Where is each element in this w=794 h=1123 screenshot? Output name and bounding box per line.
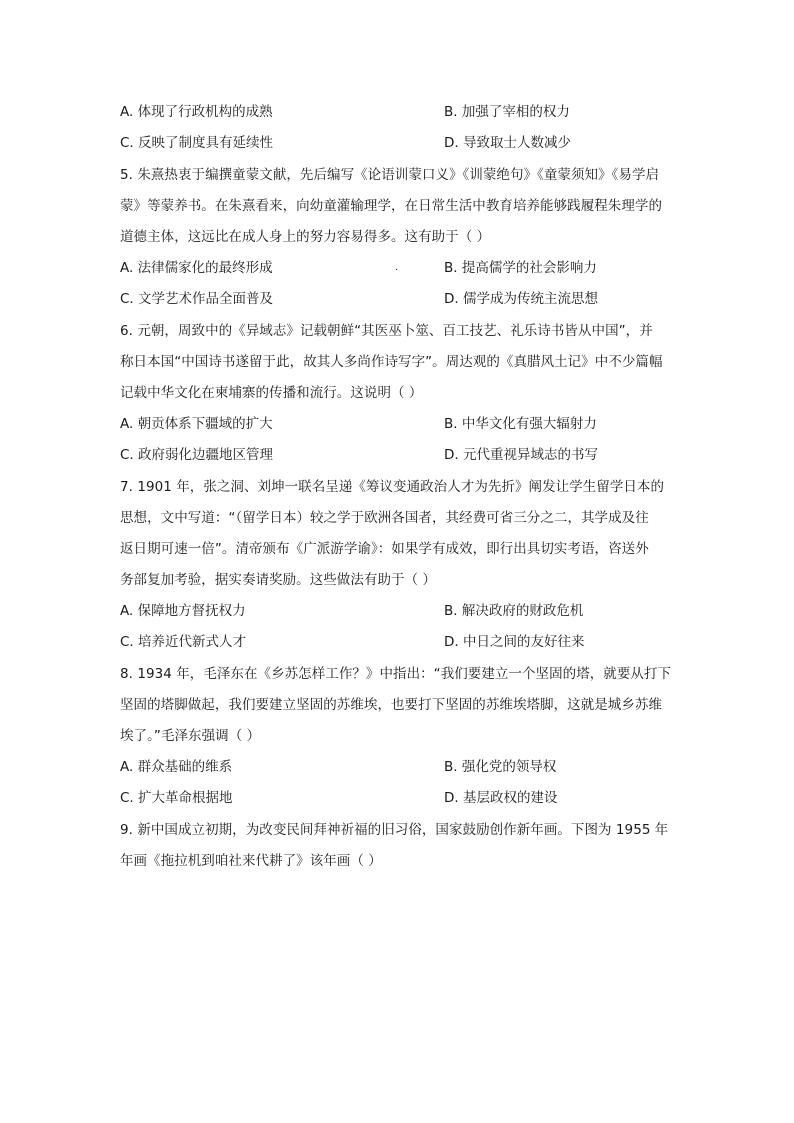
q5-option-a[interactable]: A. 法律儒家化的最终形成 <box>120 260 273 276</box>
q8-option-d[interactable]: D. 基层政权的建设 <box>444 790 558 806</box>
q7-stem-line-4: 务部复加考验，据实奏请奖励。这些做法有助于（ ） <box>120 572 436 588</box>
q6-option-a[interactable]: A. 朝贡体系下疆域的扩大 <box>120 416 273 432</box>
q5-options-row-2 <box>120 289 680 309</box>
q6-stem-line-1: 6. 元朝，周致中的《异域志》记载朝鲜“其医巫卜筮、百工技艺、礼乐诗书皆从中国”，并 <box>120 323 653 339</box>
q7-options-row-1 <box>120 601 680 621</box>
q8-options-row-2 <box>120 788 680 808</box>
q4-options-row-2 <box>120 133 680 153</box>
q6-stem-line-2: 称日本国“中国诗书遂留于此，故其人多尚作诗写字”。周达观的《真腊风土记》中不少篇幅 <box>120 354 663 370</box>
q6-options-row-1 <box>120 414 680 434</box>
q8-stem-line-2: 坚固的塔脚做起，我们要建立坚固的苏维埃，也要打下坚固的苏维埃塔脚，这就是城乡苏维 <box>120 697 662 713</box>
q6-stem-line-3: 记载中华文化在柬埔寨的传播和流行。这说明（ ） <box>120 385 423 401</box>
q7-option-d[interactable]: D. 中日之间的友好往来 <box>444 634 585 650</box>
q5-option-d[interactable]: D. 儒学成为传统主流思想 <box>444 291 598 307</box>
q8-stem-line-1: 8. 1934 年，毛泽东在《乡苏怎样工作？》中指出：“我们要建立一个坚固的塔，就要从打下 <box>120 666 672 682</box>
q8-option-a[interactable]: A. 群众基础的维系 <box>120 759 233 775</box>
q7-options-row-2 <box>120 632 680 652</box>
q7-option-b[interactable]: B. 解决政府的财政危机 <box>444 603 584 619</box>
q8-option-c[interactable]: C. 扩大革命根据地 <box>120 790 233 806</box>
q6-option-b[interactable]: B. 中华文化有强大辐射力 <box>444 416 597 432</box>
q7-option-c[interactable]: C. 培养近代新式人才 <box>120 634 247 650</box>
q7-stem-line-3: 返日期可速一倍”。清帝颁布《广派游学谕》：如果学有成效，即行出具切实考语，咨送外 <box>120 541 649 557</box>
q5-option-c[interactable]: C. 文学艺术作品全面普及 <box>120 291 274 307</box>
q4-option-c[interactable]: C. 反映了制度具有延续性 <box>120 135 274 151</box>
q8-option-b[interactable]: B. 强化党的领导权 <box>444 759 557 775</box>
q6-option-d[interactable]: D. 元代重视异域志的书写 <box>444 447 598 463</box>
stray-mark: . <box>395 262 399 273</box>
q4-option-d[interactable]: D. 导致取士人数减少 <box>444 135 571 151</box>
q5-option-b[interactable]: B. 提高儒学的社会影响力 <box>444 260 597 276</box>
q7-stem-line-1: 7. 1901 年，张之洞、刘坤一联名呈递《筹议变通政治人才为先折》阐发让学生留学日本的 <box>120 479 665 495</box>
q8-stem-line-3: 埃了。”毛泽东强调（ ） <box>120 728 261 744</box>
q9-stem-line-1: 9. 新中国成立初期，为改变民间拜神祈福的旧习俗，国家鼓励创作新年画。下图为 1955 年 <box>120 822 669 838</box>
q7-option-a[interactable]: A. 保障地方督抚权力 <box>120 603 246 619</box>
q4-option-b[interactable]: B. 加强了宰相的权力 <box>444 104 570 120</box>
q4-option-a[interactable]: A. 体现了行政机构的成熟 <box>120 104 273 120</box>
q6-options-row-2 <box>120 445 680 465</box>
q5-stem-line-1: 5. 朱熹热衷于编撰童蒙文献，先后编写《论语训蒙口义》《训蒙绝句》《童蒙须知》《易学启 <box>120 167 660 183</box>
q4-options-row-1 <box>120 102 680 122</box>
q6-option-c[interactable]: C. 政府弱化边疆地区管理 <box>120 447 274 463</box>
q5-stem-line-3: 道德主体，这远比在成人身上的努力容易得多。这有助于（ ） <box>120 229 491 245</box>
q5-stem-line-2: 蒙》等蒙养书。在朱熹看来，向幼童灌输理学，在日常生活中教育培养能够践履程朱理学的 <box>120 198 662 214</box>
q8-options-row-1 <box>120 757 680 777</box>
q5-options-row-1 <box>120 258 680 278</box>
q7-stem-line-2: 思想，文中写道：“（留学日本）较之学于欧洲各国者，其经费可省三分之二，其学成及往 <box>120 510 649 526</box>
q9-stem-line-2: 年画《拖拉机到咱社来代耕了》该年画（ ） <box>120 853 382 869</box>
